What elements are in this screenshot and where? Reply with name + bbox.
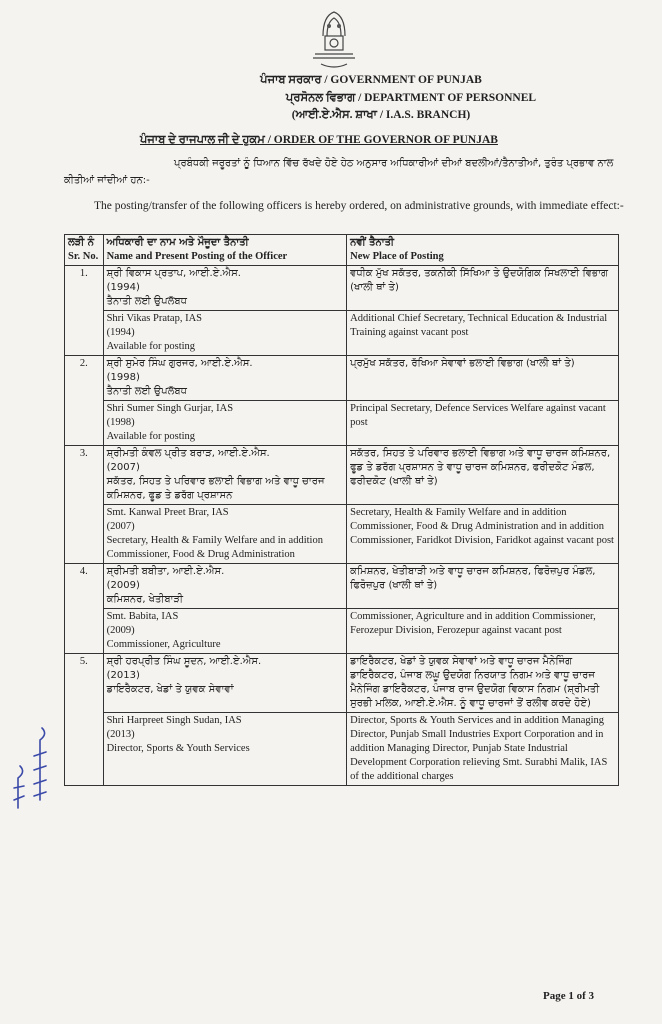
officer-pa xyxy=(103,446,347,505)
col-new-en: New Place of Posting xyxy=(350,251,444,262)
new-posting-pa: ਡਾਇਰੈਕਟਰ, ਖੇਡਾਂ ਤੇ ਯੁਵਕ ਸੇਵਾਵਾਂ ਅਤੇ ਵਾਧੂ ਚਾਰਜ ਮੈਨੇਜਿੰਗ ਡਾਇਰੈਕਟਰ, ਪੰਜਾਬ ਲਘੂ ਉਦਯੋਗ ਨਿਰਯਾਤ ਨਿਗਮ ਅਤੇ ਵਾਧੂ ਚਾਰਜ ਮੈਨੇਜਿੰਗ ਡਾਇਰੈਕਟਰ, ਪੰਜਾਬ ਰਾਜ ਉਦਯੋਗ ਵਿਕਾਸ ਨਿਗਮ (ਸ਼੍ਰੀਮਤੀ ਸੁਰਭੀ ਮਲਿਕ, ਆਈ.ਏ.ਐਸ. ਨੂੰ ਵਾਧੂ ਚਾਰਜਾਂ ਤੋਂ ਰਲੀਵ ਕਰਦੇ ਹੋਏ) xyxy=(347,654,619,713)
table-header-row xyxy=(65,235,619,266)
sr-no: 2. xyxy=(65,356,104,446)
officer-current-en: Available for posting xyxy=(106,431,196,442)
officer-year-en: (2007) xyxy=(106,521,135,532)
table-row xyxy=(65,446,619,505)
officer-year-en: (1994) xyxy=(106,327,135,338)
table-row xyxy=(65,505,619,564)
officer-name-en: Smt. Kanwal Preet Brar, IAS xyxy=(106,507,229,518)
new-posting-en: Additional Chief Secretary, Technical Education & Industrial Training against vacant post xyxy=(347,311,619,356)
officer-en xyxy=(103,401,347,446)
new-posting-en: Principal Secretary, Defence Services Welfare against vacant post xyxy=(347,401,619,446)
intro-english: The posting/transfer of the following officers is hereby ordered, on administrative grounds, with immediate effect:- xyxy=(94,200,624,212)
page-number: Page 1 of 3 xyxy=(543,990,595,1002)
col-name-pa: ਅਧਿਕਾਰੀ ਦਾ ਨਾਮ ਅਤੇ ਮੌਜੂਦਾ ਤੈਨਾਤੀ xyxy=(106,237,249,248)
officer-name-pa: ਸ਼੍ਰੀਮਤੀ ਕੰਵਲ ਪ੍ਰੀਤ ਬਰਾੜ, ਆਈ.ਏ.ਐਸ. xyxy=(106,448,270,459)
new-posting-pa: ਕਮਿਸ਼ਨਰ, ਖੇਤੀਬਾੜੀ ਅਤੇ ਵਾਧੂ ਚਾਰਜ ਕਮਿਸ਼ਨਰ, ਫਿਰੋਜ਼ਪੁਰ ਮੰਡਲ, ਫਿਰੋਜ਼ਪੁਰ (ਖਾਲੀ ਥਾਂ ਤੇ) xyxy=(347,564,619,609)
officer-current-pa: ਡਾਇਰੈਕਟਰ, ਖੇਡਾਂ ਤੇ ਯੁਵਕ ਸੇਵਾਵਾਂ xyxy=(106,684,234,695)
table-row xyxy=(65,609,619,654)
officer-year-pa: (2009) xyxy=(106,580,140,591)
table-row xyxy=(65,311,619,356)
order-title: ਪੰਜਾਬ ਦੇ ਰਾਜਪਾਲ ਜੀ ਦੇ ਹੁਕਮ / ORDER OF THE GOVERNOR OF PUNJAB xyxy=(140,134,498,146)
table-row xyxy=(65,401,619,446)
new-posting-pa: ਸਕੱਤਰ, ਸਿਹਤ ਤੇ ਪਰਿਵਾਰ ਭਲਾਈ ਵਿਭਾਗ ਅਤੇ ਵਾਧੂ ਚਾਰਜ ਕਮਿਸ਼ਨਰ, ਫੂਡ ਤੇ ਡਰੱਗ ਪ੍ਰਸ਼ਾਸਨ ਤੇ ਵਾਧੂ ਚਾਰਜ ਕਮਿਸ਼ਨਰ, ਫਰੀਦਕੋਟ ਮੰਡਲ, ਫਰੀਦਕੋਟ (ਖਾਲੀ ਥਾਂ ਤੇ) xyxy=(347,446,619,505)
officer-year-en: (2009) xyxy=(106,625,135,636)
col-sr-en: Sr. No. xyxy=(68,251,99,262)
sr-no: 1. xyxy=(65,266,104,356)
officer-name-pa: ਸ਼੍ਰੀ ਵਿਕਾਸ ਪ੍ਰਤਾਪ, ਆਈ.ਏ.ਐਸ. xyxy=(106,268,241,279)
new-posting-en: Secretary, Health & Family Welfare and in addition Commissioner, Food & Drug Administration and in addition Commissioner, Faridkot Division, Faridkot against vacant post xyxy=(347,505,619,564)
officer-year-pa: (2013) xyxy=(106,670,140,681)
officer-current-pa: ਤੈਨਾਤੀ ਲਈ ਉਪਲੱਬਧ xyxy=(106,296,187,307)
officer-en xyxy=(103,505,347,564)
officer-pa xyxy=(103,564,347,609)
officer-en xyxy=(103,311,347,356)
officer-current-en: Commissioner, Agriculture xyxy=(106,639,221,650)
state-emblem xyxy=(301,6,367,74)
col-sr-header xyxy=(65,235,104,266)
header-branch: (ਆਈ.ਏ.ਐਸ. ਸ਼ਾਖਾ / I.A.S. BRANCH) xyxy=(291,109,471,121)
header-government: ਪੰਜਾਬ ਸਰਕਾਰ / GOVERNMENT OF PUNJAB xyxy=(260,74,482,86)
officer-year-pa: (2007) xyxy=(106,462,140,473)
table-row xyxy=(65,713,619,786)
officer-current-pa: ਸਕੱਤਰ, ਸਿਹਤ ਤੇ ਪਰਿਵਾਰ ਭਲਾਈ ਵਿਭਾਗ ਅਤੇ ਵਾਧੂ ਚਾਰਜ ਕਮਿਸ਼ਨਰ, ਫੂਡ ਤੇ ਡਰੱਗ ਪ੍ਰਸ਼ਾਸਨ xyxy=(106,476,325,501)
intro-punjabi: ਪ੍ਰਬੰਧਕੀ ਜਰੂਰਤਾਂ ਨੂੰ ਧਿਆਨ ਵਿੱਚ ਰੱਖਦੇ ਹੋਏ ਹੇਠ ਅਨੁਸਾਰ ਅਧਿਕਾਰੀਆਂ ਦੀਆਂ ਬਦਲੀਆਂ/ਤੈਨਾਤੀਆਂ, ਤੁਰੰਤ ਪ੍ਰਭਾਵ ਨਾਲ ਕੀਤੀਆਂ ਜਾਂਦੀਆਂ ਹਨ:- xyxy=(64,158,614,186)
col-name-header xyxy=(103,235,347,266)
officer-year-en: (1998) xyxy=(106,417,135,428)
sr-no: 4. xyxy=(65,564,104,654)
table-row xyxy=(65,356,619,401)
officer-name-en: Shri Vikas Pratap, IAS xyxy=(106,313,203,324)
table-row xyxy=(65,654,619,713)
officer-current-en: Secretary, Health & Family Welfare and in addition Commissioner, Food & Drug Administration xyxy=(106,535,323,560)
col-new-pa: ਨਵੀਂ ਤੈਨਾਤੀ xyxy=(350,237,395,248)
col-sr-pa: ਲੜੀ ਨੰ xyxy=(68,237,95,248)
officer-year-en: (2013) xyxy=(106,729,135,740)
sr-no: 3. xyxy=(65,446,104,564)
new-posting-en: Director, Sports & Youth Services and in addition Managing Director, Punjab Small Industries Export Corporation and in addition Managing Director, Punjab State Industrial Development Corporation relieving Smt. Surabhi Malik, IAS of the additional charges xyxy=(347,713,619,786)
new-posting-pa: ਵਧੀਕ ਮੁੱਖ ਸਕੱਤਰ, ਤਕਨੀਕੀ ਸਿੱਖਿਆ ਤੇ ਉਦਯੋਗਿਕ ਸਿਖਲਾਈ ਵਿਭਾਗ (ਖਾਲੀ ਥਾਂ ਤੇ) xyxy=(347,266,619,311)
officer-name-pa: ਸ਼੍ਰੀ ਸੁਮੇਰ ਸਿੰਘ ਗੁਰਜਰ, ਆਈ.ਏ.ਐਸ. xyxy=(106,358,253,369)
table-row xyxy=(65,266,619,311)
officer-en xyxy=(103,713,347,786)
new-posting-pa: ਪ੍ਰਮੁੱਖ ਸਕੱਤਰ, ਰੱਖਿਆ ਸੇਵਾਵਾਂ ਭਲਾਈ ਵਿਭਾਗ (ਖਾਲੀ ਥਾਂ ਤੇ) xyxy=(347,356,619,401)
officer-pa xyxy=(103,654,347,713)
officer-name-en: Smt. Babita, IAS xyxy=(106,611,179,622)
transfer-table xyxy=(64,234,619,786)
officer-en xyxy=(103,609,347,654)
table-row xyxy=(65,564,619,609)
new-posting-en: Commissioner, Agriculture and in addition Commissioner, Ferozepur Division, Ferozepur against vacant post xyxy=(347,609,619,654)
header-department: ਪ੍ਰਸੋਨਲ ਵਿਭਾਗ / DEPARTMENT OF PERSONNEL xyxy=(285,92,537,104)
officer-current-pa: ਤੈਨਾਤੀ ਲਈ ਉਪਲੱਬਧ xyxy=(106,386,187,397)
officer-year-pa: (1994) xyxy=(106,282,140,293)
col-name-en: Name and Present Posting of the Officer xyxy=(106,251,288,262)
officer-name-en: Shri Harpreet Singh Sudan, IAS xyxy=(106,715,242,726)
officer-name-pa: ਸ਼੍ਰੀ ਹਰਪ੍ਰੀਤ ਸਿੰਘ ਸੂਦਨ, ਆਈ.ਏ.ਐਸ. xyxy=(106,656,262,667)
officer-name-en: Shri Sumer Singh Gurjar, IAS xyxy=(106,403,234,414)
col-new-header xyxy=(347,235,619,266)
officer-current-pa: ਕਮਿਸ਼ਨਰ, ਖੇਤੀਬਾੜੀ xyxy=(106,594,184,605)
officer-year-pa: (1998) xyxy=(106,372,140,383)
officer-pa xyxy=(103,266,347,311)
officer-current-en: Director, Sports & Youth Services xyxy=(106,743,250,754)
officer-name-pa: ਸ਼੍ਰੀਮਤੀ ਬਬੀਤਾ, ਆਈ.ਏ.ਐਸ. xyxy=(106,566,225,577)
sr-no: 5. xyxy=(65,654,104,786)
officer-current-en: Available for posting xyxy=(106,341,196,352)
margin-handwritten-note xyxy=(0,700,60,820)
officer-pa xyxy=(103,356,347,401)
